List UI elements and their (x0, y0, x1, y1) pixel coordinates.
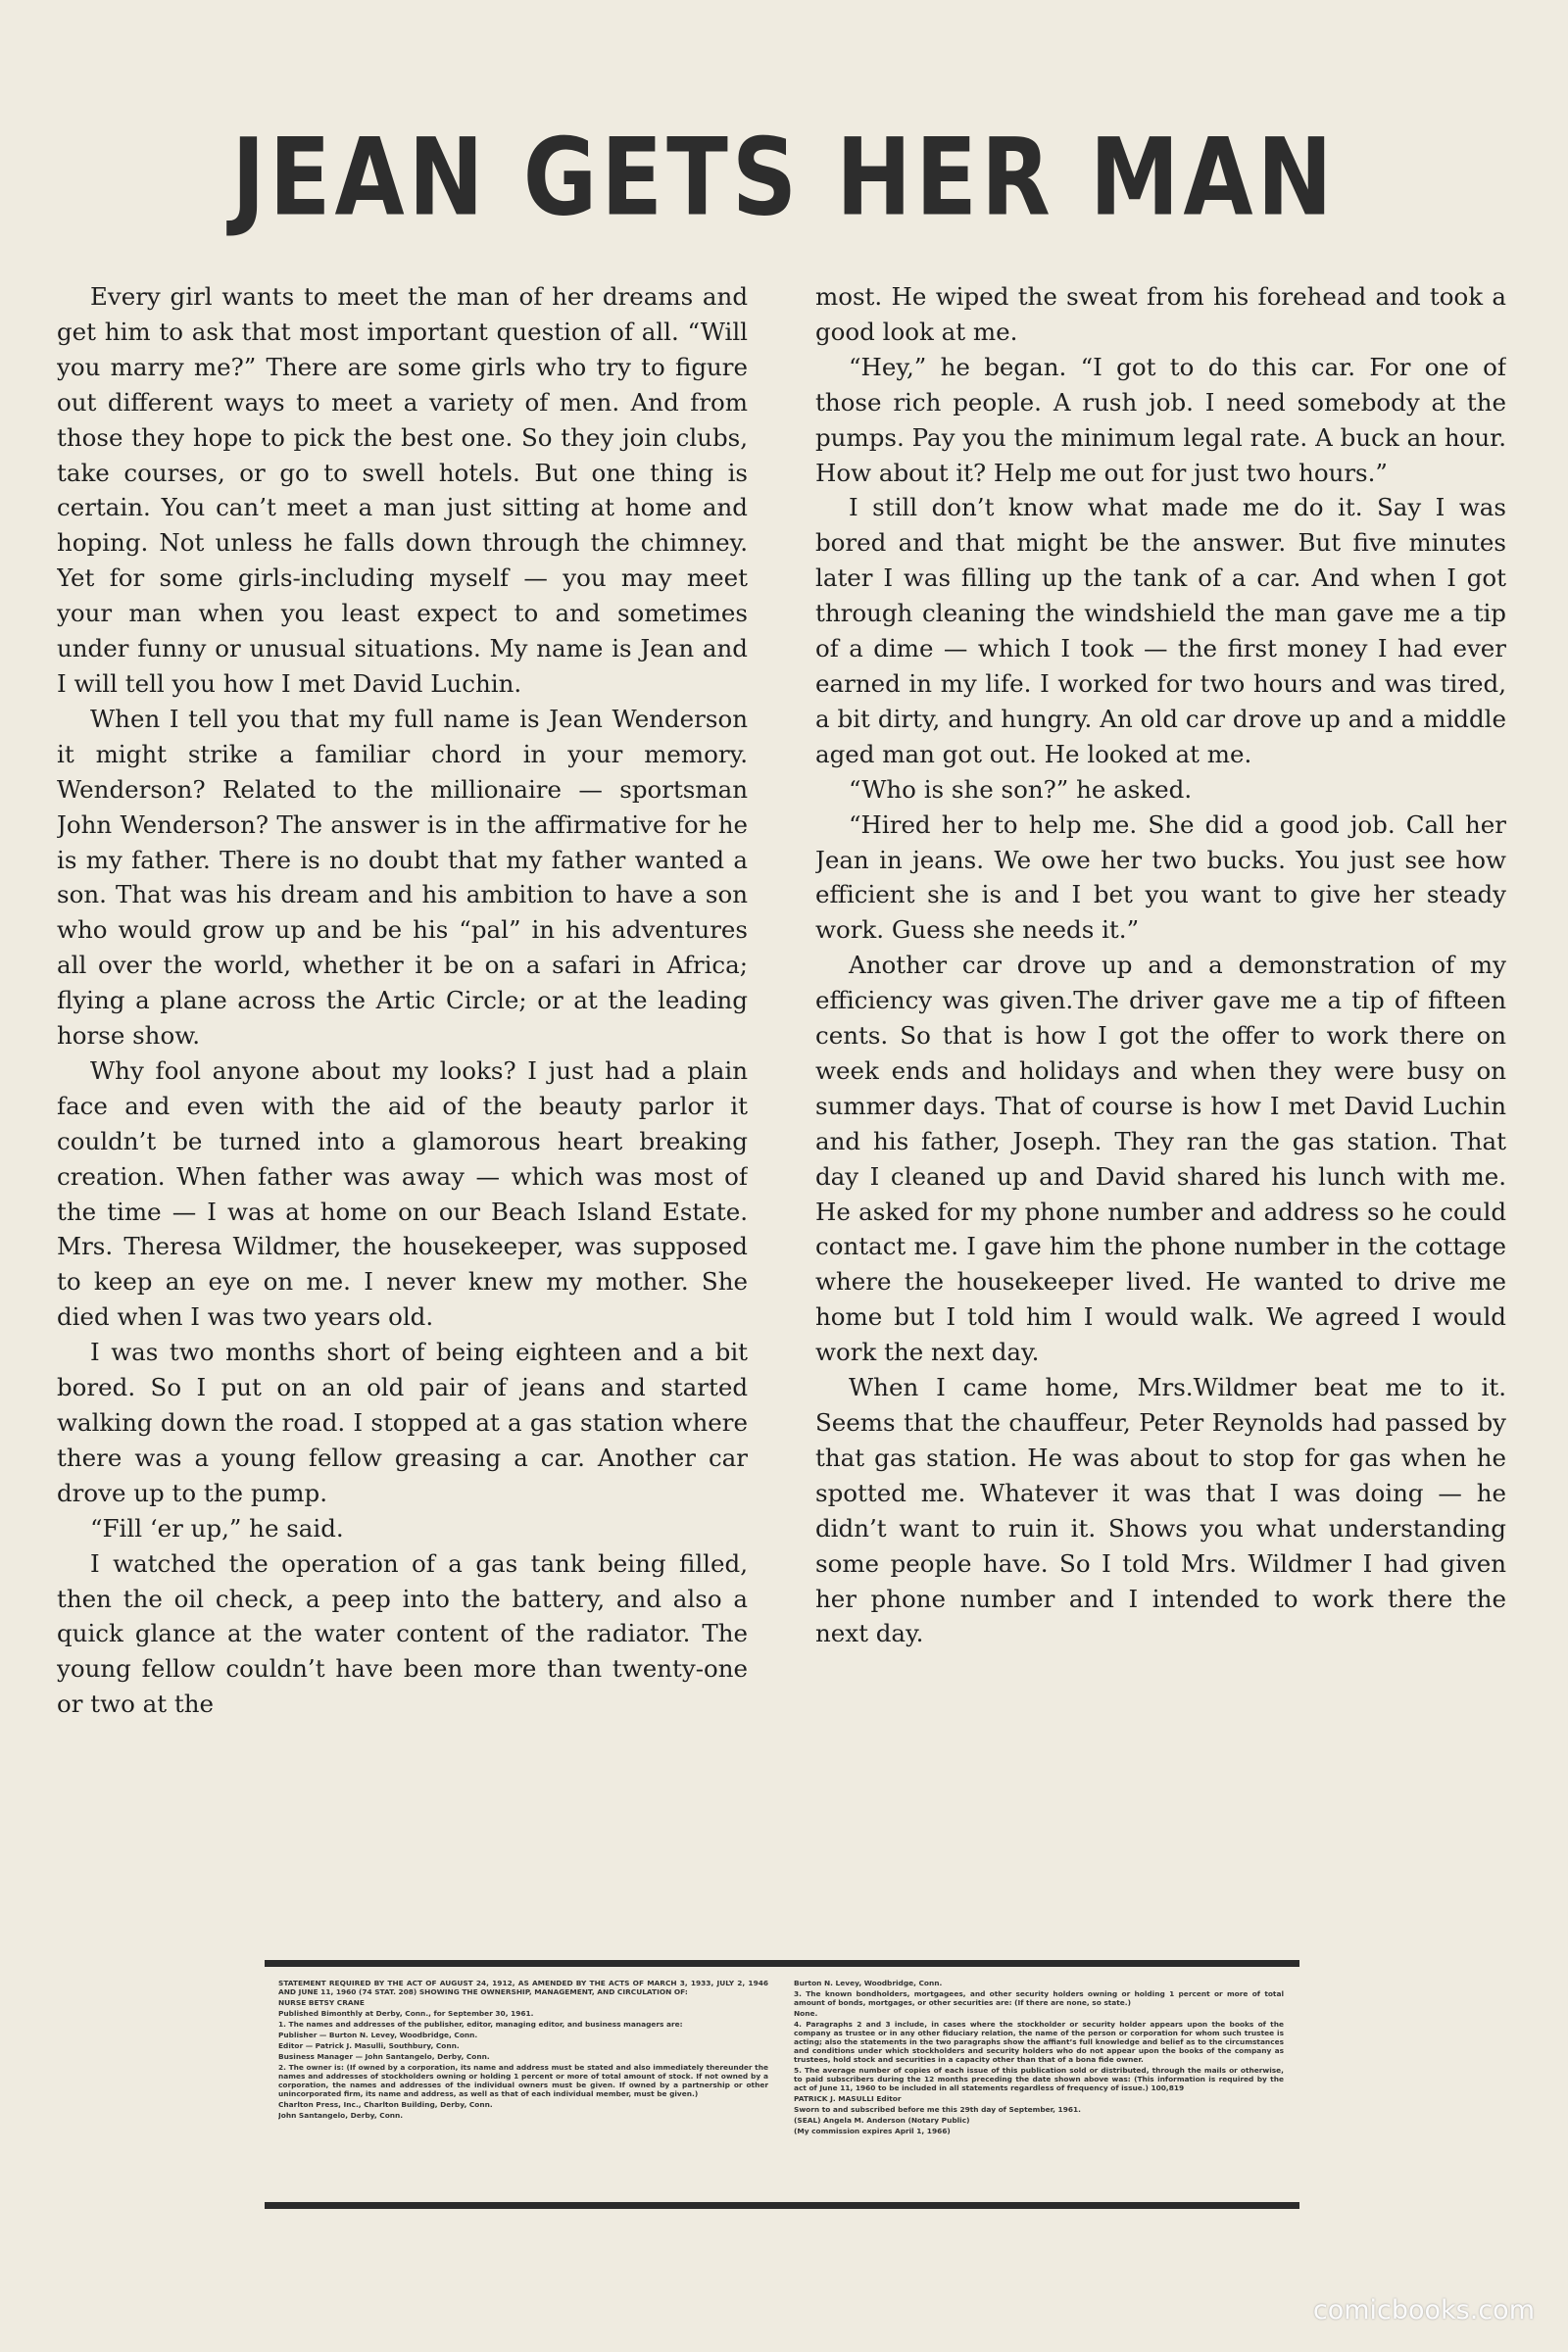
story-paragraph: I still don’t know what made me do it. Say I was bored and that might be the answer. But five minutes later I was filling up the tank of a car. And when I got through cleaning the windshield the man gave me a tip of a dime — which I took — the first money I had ever earned in my life. I worked for two hours and was tired, a bit dirty, and hungry. An old car drove up and a middle aged man got out. He looked at me. (815, 493, 1506, 768)
statement-line: Charlton Press, Inc., Charlton Building, Derby, Conn. (278, 2100, 493, 2109)
statement-left-column (278, 1979, 768, 2202)
statement-line: 5. The average number of copies of each issue of this publication sold or distributed, through the mails or otherwise, to paid subscribers during the 12 months preceding the date shown above was: (This information is required by the act of June 11, 1960 to be included in all statements regardless of frequency of issue.) 100,819 (794, 2066, 1284, 2092)
story-right-column (815, 279, 1506, 1886)
statement-line: John Santangelo, Derby, Conn. (278, 2111, 404, 2120)
story-paragraph: Why fool anyone about my looks? I just had a plain face and even with the aid of the beauty parlor it couldn’t be turned into a glamorous heart breaking creation. When father was away — which was most of the time — I was at home on our Beach Island Estate. Mrs. Theresa Wildmer, the housekeeper, was supposed to keep an eye on me. I never knew my mother. She died when I was two years old. (57, 1055, 748, 1332)
statement-line: 3. The known bondholders, mortgagees, and other security holders owning or holding 1 percent or more of total amount of bonds, mortgages, or other securities are: (If there are none, so state.) (794, 1989, 1284, 2007)
site-watermark: comicbooks.com (1312, 2295, 1535, 2326)
statement-line: 4. Paragraphs 2 and 3 include, in cases where the stockholder or security holder appears upon the books of the company as trustee or in any other fiduciary relation, the name of the person or corporation for whom such trustee is acting; also the statements in the two paragraphs show the affiant’s full knowledge and belief as to the circumstances and conditions under which stockholders and security holders who do not appear upon the books of the company as trustees, hold stock and securities in a capacity other than that of a bona fide owner. (794, 2020, 1284, 2064)
statement-line: Sworn to and subscribed before me this 29th day of September, 1961. (794, 2105, 1081, 2114)
story-paragraph: Another car drove up and a demonstration of my efficiency was given.The driver gave me a tip of fifteen cents. So that is how I got the offer to work there on week ends and holidays and when they were busy on summer days. That of course is how I met David Luchin and his father, Joseph. They ran the gas station. That day I cleaned up and David shared his lunch with me. He asked for my phone number and address so he could contact me. I gave him the phone number in the cottage where the housekeeper lived. He wanted to drive me home but I told him I would walk. We agreed I would work the next day. (815, 951, 1506, 1367)
ownership-statement (265, 1960, 1299, 2209)
statement-line: (SEAL) Angela M. Anderson (Notary Public) (794, 2116, 970, 2125)
story-title: JEAN GETS HER MAN (231, 116, 1337, 240)
statement-line: STATEMENT REQUIRED BY THE ACT OF AUGUST 24, 1912, AS AMENDED BY THE ACTS OF MARCH 3, 1933, JULY 2, 1946 AND JUNE 11, 1960 (74 STAT. 208) SHOWING THE OWNERSHIP, MANAGEMENT, AND CIRCULATION OF: (278, 1979, 768, 1996)
story-left-column (57, 279, 748, 1886)
statement-line: Editor — Patrick J. Masulli, Southbury, Conn. (278, 2041, 460, 2050)
statement-line: 2. The owner is: (If owned by a corporation, its name and address must be stated and also immediately thereunder the names and addresses of stockholders owning or holding 1 percent or more of total amount of stock. If not owned by a corporation, the names and addresses of the individual owners must be given. If owned by a partnership or other unincorporated firm, its name and address, as well as that of each individual member, must be given.) (278, 2063, 768, 2098)
statement-line: 1. The names and addresses of the publisher, editor, managing editor, and business managers are: (278, 2020, 683, 2029)
statement-right-column (794, 1979, 1284, 2202)
statement-line: NURSE BETSY CRANE (278, 1998, 365, 2007)
story-paragraph: “Hey,” he began. “I got to do this car. For one of those rich people. A rush job. I need somebody at the pumps. Pay you the minimum legal rate. A buck an hour. How about it? Help me out for just two hours.” (815, 352, 1506, 487)
story-paragraph: When I came home, Mrs.Wildmer beat me to it. Seems that the chauffeur, Peter Reynolds had passed by that gas station. He was about to stop for gas when he spotted me. Whatever it was that I was doing — he didn’t want to ruin it. Shows you what understanding some people have. So I told Mrs. Wildmer I had given her phone number and I intended to work there the next day. (815, 1373, 1506, 1648)
statement-line: Burton N. Levey, Woodbridge, Conn. (794, 1979, 943, 1987)
statement-line: Published Bimonthly at Derby, Conn., for September 30, 1961. (278, 2009, 534, 2018)
statement-line: Business Manager — John Santangelo, Derby, Conn. (278, 2052, 490, 2061)
statement-line: None. (794, 2009, 818, 2018)
story-paragraph: I watched the operation of a gas tank being filled, then the oil check, a peep into the battery, and also a quick glance at the water content of the radiator. The young fellow couldn’t have been more than twenty-one or two at the (57, 1548, 748, 1719)
statement-line: Publisher — Burton N. Levey, Woodbridge, Conn. (278, 2031, 478, 2039)
statement-line: PATRICK J. MASULLI Editor (794, 2094, 902, 2103)
story-paragraph: “Hired her to help me. She did a good job. Call her Jean in jeans. We owe her two bucks. You just see how efficient she is and I bet you want to give her steady work. Guess she needs it.” (815, 809, 1506, 945)
story-paragraph: “Who is she son?” he asked. (849, 774, 1193, 804)
story-paragraph: When I tell you that my full name is Jean Wenderson it might strike a familiar chord in your memory. Wenderson? Related to the millionaire — sportsman John Wenderson? The answer is in the affirmative for he is my father. There is no doubt that my father wanted a son. That was his dream and his ambition to have a son who would grow up and be his “pal” in his adventures all over the world, whether it be on a safari in Africa; flying a plane across the Artic Circle; or at the leading horse show. (57, 704, 748, 1051)
story-paragraph: I was two months short of being eighteen and a bit bored. So I put on an old pair of jeans and started walking down the road. I stopped at a gas station where there was a young fellow greasing a car. Another car drove up to the pump. (57, 1338, 748, 1507)
story-paragraph: Every girl wants to meet the man of her dreams and get him to ask that most important question of all. “Will you marry me?” There are some girls who try to figure out different ways to meet a variety of men. And from those they hope to pick the best one. So they join clubs, take courses, or go to swell hotels. But one thing is certain. You can’t meet a man just sitting at home and hoping. Not unless he falls down through the chimney. Yet for some girls-including myself — you may meet your man when you least expect to and sometimes under funny or unusual situations. My name is Jean and I will tell you how I met David Luchin. (57, 282, 748, 698)
story-paragraph: most. He wiped the sweat from his forehead and took a good look at me. (815, 282, 1506, 346)
statement-line: (My commission expires April 1, 1966) (794, 2127, 951, 2135)
story-paragraph: “Fill ‘er up,” he said. (90, 1513, 344, 1543)
